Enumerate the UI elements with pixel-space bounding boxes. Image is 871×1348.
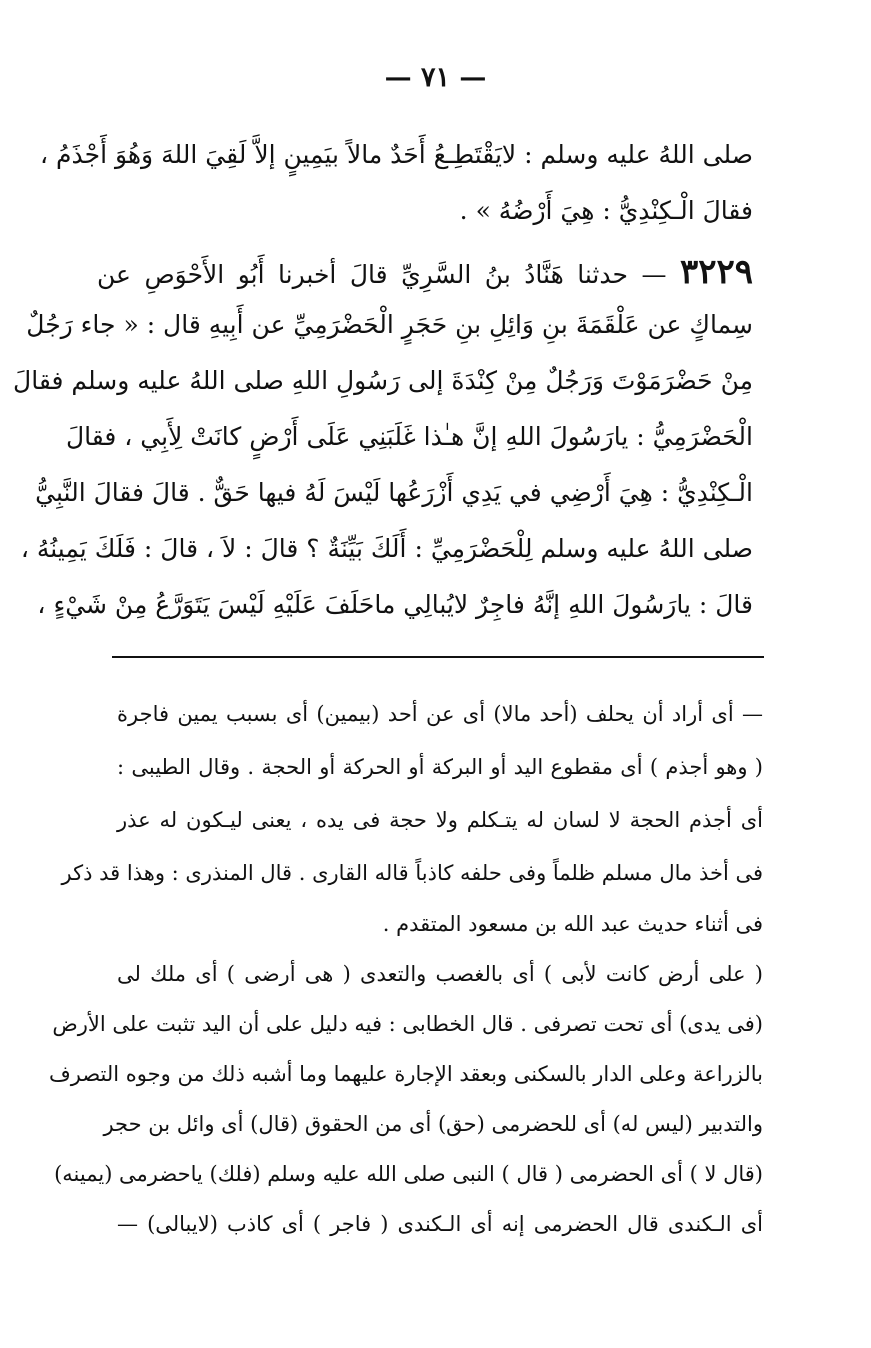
footnote-divider <box>112 656 764 658</box>
note-line-3: أى أجذم الحجة لا لسان له يتـكلم ولا حجة فى يده ، يعنى ليـكون له عذر <box>117 808 763 832</box>
main-text-line-8: صلى اللهُ عليه وسلم لِلْحَضْرَمِيِّ : أَلَكَ بَيِّنَةٌ ؟ قالَ : لاَ ، قالَ : فَلَكَ يَمِينُهُ ، <box>20 534 753 563</box>
note-line-2: ( وهو أجذم ) أى مقطوع اليد أو البركة أو الحركة أو الحجة . وقال الطيبى : <box>117 755 763 779</box>
main-text-line-2: فقالَ الْـكِنْدِيُّ : هِيَ أَرْضُهُ » . <box>459 196 753 225</box>
main-text-line-4: سِماكٍ عن عَلْقَمَةَ بنِ وَائِلِ بنِ حَجَرٍ الْحَضْرَمِيِّ عن أَبِيهِ قال : « جاء رَجُلٌ <box>26 310 753 339</box>
note-line-7: (فى يدى) أى تحت تصرفى . قال الخطابى : فيه دليل على أن اليد تثبت على الأرض <box>52 1012 763 1036</box>
main-text-line-6: الْحَضْرَمِيُّ : يارَسُولَ اللهِ إنَّ هـٰذا غَلَبَنِي عَلَى أَرْضٍ كانَتْ لِأَبِي ، فقالَ <box>65 422 753 451</box>
note-line-5: فى أثناء حديث عبد الله بن مسعود المتقدم . <box>382 912 763 936</box>
hadith-number: ٣٢٢٩ <box>679 252 753 292</box>
note-line-8: بالزراعة وعلى الدار بالسكنى وبعقد الإجارة عليهما وما أشبه ذلك من وجوه التصرف <box>48 1062 763 1086</box>
page-number: — ٧١ — <box>384 62 487 93</box>
note-line-1: — أى أراد أن يحلف (أحد مالا) أى عن أحد (بيمين) أى بسبب يمين فاجرة <box>117 702 763 726</box>
hadith-heading-line <box>97 252 753 293</box>
main-text-line-5: مِنْ حَضْرَمَوْتَ وَرَجُلٌ مِنْ كِنْدَةَ إلى رَسُولِ اللهِ صلى اللهُ عليه وسلم فقالَ <box>13 366 753 395</box>
main-text-line-7: الْـكِنْدِيُّ : هِيَ أَرْضِي في يَدِي أَزْرَعُها لَيْسَ لَهُ فيها حَقٌّ . قالَ فقالَ النَّبِيُّ <box>35 478 753 507</box>
note-line-9: والتدبير (ليس له) أى للحضرمى (حق) أى من الحقوق (قال) أى وائل بن حجر <box>103 1112 763 1136</box>
note-line-11: أى الـكندى قال الحضرمى إنه أى الـكندى ( فاجر ) أى كاذب (لايبالى) — <box>117 1212 763 1236</box>
note-line-4: فى أخذ مال مسلم ظلماً وفى حلفه كاذباً قاله القارى . قال المنذرى : وهذا قد ذكر <box>61 861 763 885</box>
note-line-10: (قال لا ) أى الحضرمى ( قال ) النبى صلى الله عليه وسلم (فلك) ياحضرمى (يمينه) <box>54 1162 763 1186</box>
note-line-6: ( على أرض كانت لأبى ) أى بالغصب والتعدى ( هى أرضى ) أى ملك لى <box>117 962 763 986</box>
main-text-line-1: صلى اللهُ عليه وسلم : لايَقْتَطِـعُ أَحَدٌ مالاً بيَمِينٍ إلاَّ لَقِيَ اللهَ وَهُوَ أَجْذَمُ ، <box>40 140 753 169</box>
main-text-line-9: قالَ : يارَسُولَ اللهِ إنَّهُ فاجِرٌ لايُبالِي ماحَلَفَ عَلَيْهِ لَيْسَ يَتَوَرَّعُ مِنْ شَيْءٍ ، <box>37 590 753 619</box>
main-text-line-3: — حدثنا هَنَّادُ بنُ السَّرِيِّ قالَ أخبرنا أَبُو الأَحْوَصِ عن <box>97 260 667 289</box>
